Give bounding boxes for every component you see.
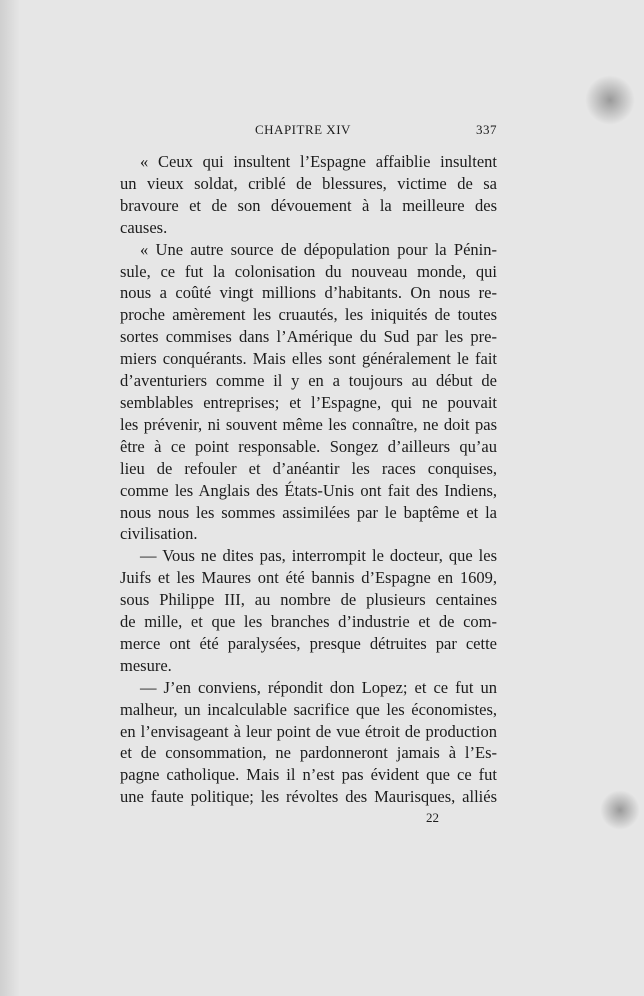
text-line: pagne catholique. Mais il n’est pas évident que ce fut xyxy=(120,765,497,785)
text-line: être à ce point responsable. Songez d’ailleurs qu’au xyxy=(120,436,497,456)
chapter-title: CHAPITRE XIV xyxy=(255,122,351,137)
text-line: nous nous les sommes assimilées par le baptême et la xyxy=(120,502,497,522)
text-line: sule, ce fut la colonisation du nouveau monde, qui xyxy=(120,261,497,281)
text-line: lieu de refouler et d’anéantir les races conquises, xyxy=(120,458,497,478)
page-body-text xyxy=(120,151,497,808)
text-line: — J’en conviens, répondit don Lopez; et ce fut un xyxy=(140,677,497,697)
text-line: en l’envisageant à leur point de vue étroit de production xyxy=(120,721,497,741)
text-line: une faute politique; les révoltes des Maurisques, alliés xyxy=(120,787,497,807)
text-line: bravoure et de son dévouement à la meilleure des xyxy=(120,195,497,215)
text-line: proche amèrement les cruautés, les iniquités de toutes xyxy=(120,305,497,325)
text-line: — Vous ne dites pas, interrompit le docteur, que les xyxy=(140,546,497,566)
text-line: et de consommation, ne pardonneront jamais à l’Es- xyxy=(120,743,497,763)
text-line: merce ont été paralysées, presque détruites par cette xyxy=(120,633,497,653)
text-line: sous Philippe III, au nombre de plusieurs centaines xyxy=(120,590,497,610)
text-line: « Ceux qui insultent l’Espagne affaiblie insultent xyxy=(140,152,497,171)
signature-mark: 22 xyxy=(426,810,439,826)
page-content xyxy=(120,151,497,826)
text-line: un vieux soldat, criblé de blessures, victime de sa xyxy=(120,173,497,193)
text-line: miers conquérants. Mais elles sont généralement le fait xyxy=(120,349,497,369)
text-line: « Une autre source de dépopulation pour la Pénin- xyxy=(140,239,497,259)
text-line: nous a coûté vingt millions d’habitants. On nous re- xyxy=(120,283,497,303)
text-line: les prévenir, ni souvent même les connaître, ne doit pas xyxy=(120,414,497,434)
text-line: de mille, et que les branches d’industrie et de com- xyxy=(120,612,497,632)
page-number: 337 xyxy=(476,122,497,137)
text-line: mesure. xyxy=(120,655,172,675)
text-line: civilisation. xyxy=(120,524,198,544)
text-line: Juifs et les Maures ont été bannis d’Espagne en 1609, xyxy=(120,568,497,588)
running-header xyxy=(120,122,497,140)
text-line: causes. xyxy=(120,217,168,237)
text-line: malheur, un incalculable sacrifice que les économistes, xyxy=(120,699,497,719)
page-edge-shadow xyxy=(0,0,20,996)
paper-stain xyxy=(585,75,635,125)
text-line: sortes commises dans l’Amérique du Sud par les pre- xyxy=(120,327,497,347)
text-line: semblables entreprises; et l’Espagne, qui ne pouvait xyxy=(120,392,497,412)
paper-stain xyxy=(600,790,640,830)
text-line: comme les Anglais des États-Unis ont fait des Indiens, xyxy=(120,480,497,500)
text-line: d’aventuriers comme il y en a toujours au début de xyxy=(120,371,497,391)
